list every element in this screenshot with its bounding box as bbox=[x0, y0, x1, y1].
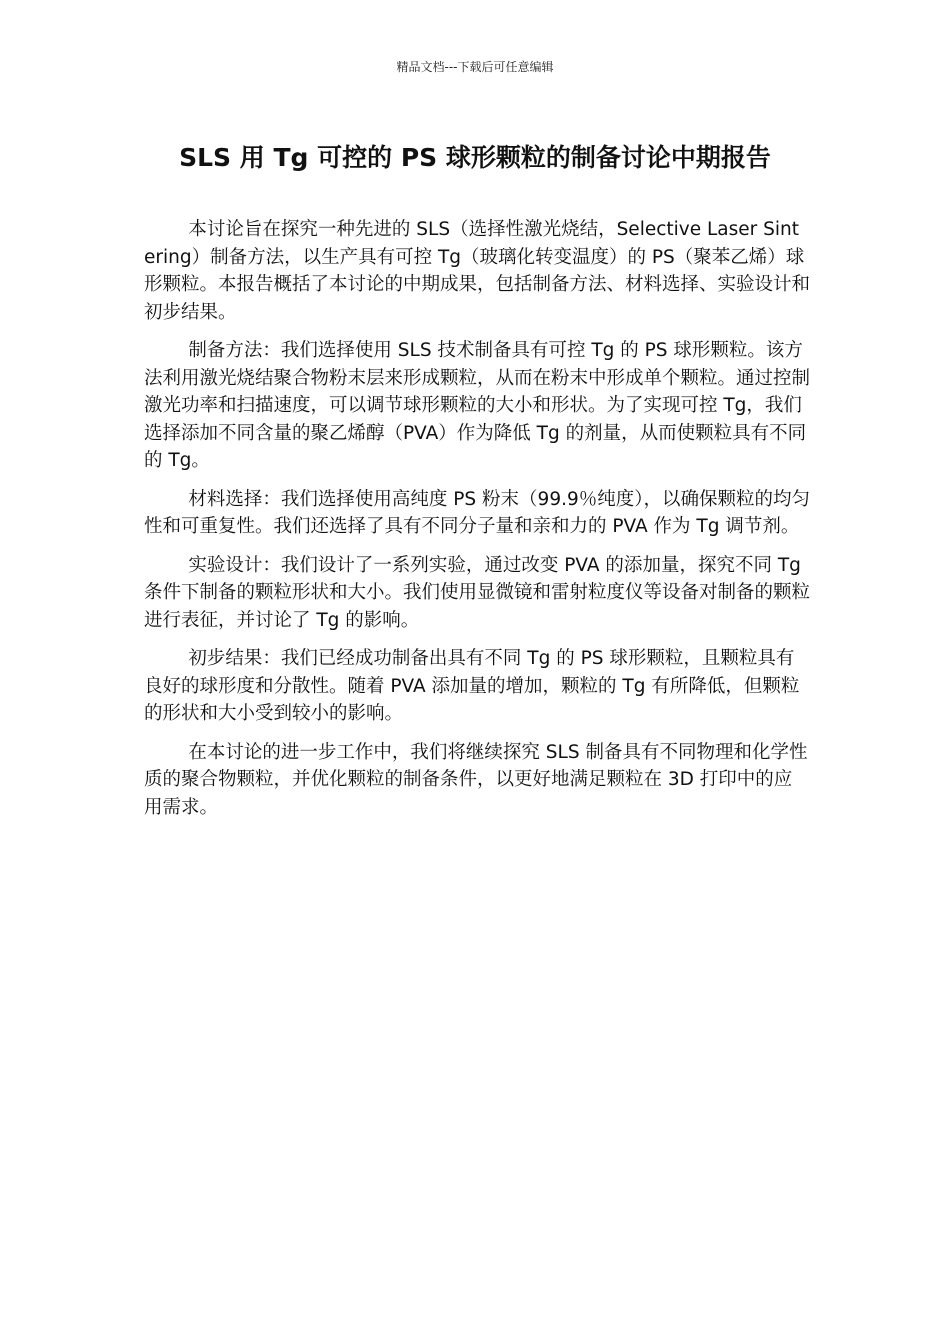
paragraph-future-work: 在本讨论的进一步工作中，我们将继续探究 SLS 制备具有不同物理和化学性质的聚合物颗粒，并优化颗粒的制备条件，以更好地满足颗粒在 3D 打印中的应用需求。 bbox=[144, 741, 808, 818]
paragraph-preliminary-results: 初步结果：我们已经成功制备出具有不同 Tg 的 PS 球形颗粒，且颗粒具有良好的球形度和分散性。随着 PVA 添加量的增加，颗粒的 Tg 有所降低，但颗粒的形状和大小受到较小的影响。 bbox=[144, 648, 800, 724]
document-body bbox=[144, 216, 810, 832]
document-title: SLS 用 Tg 可控的 PS 球形颗粒的制备讨论中期报告 bbox=[179, 143, 771, 172]
header-note: 精品文档---下载后可任意编辑 bbox=[396, 60, 554, 74]
paragraph-experiment-design: 实验设计：我们设计了一系列实验，通过改变 PVA 的添加量，探究不同 Tg 条件下制备的颗粒形状和大小。我们使用显微镜和雷射粒度仪等设备对制备的颗粒进行表征，并讨论了 Tg 的影响。 bbox=[144, 554, 811, 631]
paragraph-method: 制备方法：我们选择使用 SLS 技术制备具有可控 Tg 的 PS 球形颗粒。该方法利用激光烧结聚合物粉末层来形成颗粒，从而在粉末中形成单个颗粒。通过控制激光功率和扫描速度，可以调节球形颗粒的大小和形状。为了实现可控 Tg，我们选择添加不同含量的聚乙烯醇（PVA）作为降低 Tg 的剂量，从而使颗粒具有不同的 Tg。 bbox=[144, 340, 811, 471]
paragraph-intro: 本讨论旨在探究一种先进的 SLS（选择性激光烧结，Selective Laser Sintering）制备方法，以生产具有可控 Tg（玻璃化转变温度）的 PS（聚苯乙烯）球形颗粒。本报告概括了本讨论的中期成果，包括制备方法、材料选择、实验设计和初步结果。 bbox=[144, 219, 811, 323]
paragraph-materials: 材料选择：我们选择使用高纯度 PS 粉末（99.9％纯度），以确保颗粒的均匀性和可重复性。我们还选择了具有不同分子量和亲和力的 PVA 作为 Tg 调节剂。 bbox=[144, 488, 810, 537]
